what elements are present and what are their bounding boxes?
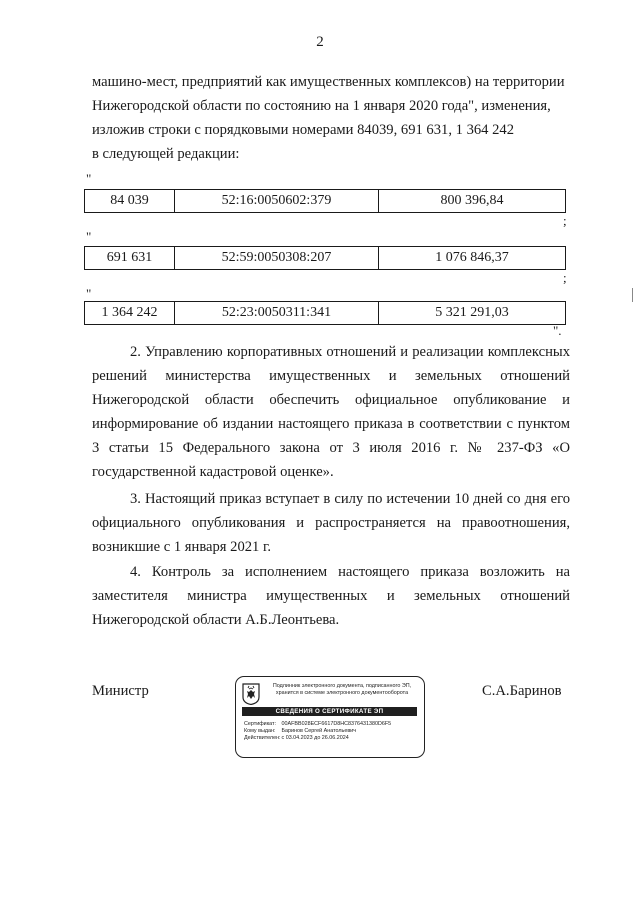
intro-line-2: Нижегородской области по состоянию на 1 января 2020 года", изменения,: [92, 98, 551, 114]
intro-line-3: изложив строки с порядковыми номерами 84039, 691 631, 1 364 242: [92, 122, 514, 138]
row-table-3: [84, 301, 566, 325]
validity-value: с 03.04.2023 до 26.06.2024: [281, 734, 349, 741]
open-quote-2: ": [86, 229, 92, 244]
stamp-note-line-2: хранится в системе электронного документооборота: [275, 689, 409, 696]
intro-line-1: машино-мест, предприятий как имущественных комплексов) на территории: [92, 74, 565, 90]
cadastral-value-cell: 5 321 291,03: [378, 302, 565, 325]
row-separator-1: ;: [563, 213, 567, 228]
signatory-name: С.А.Баринов: [482, 683, 562, 699]
intro-paragraph: [92, 70, 570, 166]
stamp-header: СВЕДЕНИЯ О СЕРТИФИКАТЕ ЭП: [242, 707, 417, 716]
e-signature-stamp: [235, 676, 425, 758]
row-number-cell: 84 039: [85, 190, 175, 213]
row-table-1: [84, 189, 566, 213]
row-number-cell: 691 631: [85, 247, 175, 270]
issued-to-value: Баринов Сергей Анатольевич: [281, 727, 356, 734]
closing-quote: ".: [553, 323, 562, 338]
certificate-label: Сертификат:: [244, 721, 277, 727]
table-row: [85, 302, 566, 325]
signatory-position: Министр: [92, 683, 149, 699]
open-quote-1: ": [86, 171, 92, 186]
issued-to-row: [244, 728, 420, 735]
stamp-note: [264, 683, 420, 696]
intro-line-4: в следующей редакции:: [92, 146, 240, 162]
stamp-note-line-1: Подлинник электронного документа, подписанного ЭП,: [272, 683, 412, 689]
deer-emblem-icon: [242, 683, 260, 705]
row-number-cell: 1 364 242: [85, 302, 175, 325]
row-table-2: [84, 246, 566, 270]
row-separator-2: ;: [563, 270, 567, 285]
issued-to-label: Кому выдан:: [244, 727, 276, 734]
cadastral-number-cell: 52:23:0050311:341: [175, 302, 379, 325]
cadastral-number-cell: 52:59:0050308:207: [175, 247, 379, 270]
cadastral-value-cell: 800 396,84: [378, 190, 565, 213]
scan-edge-mark: [632, 288, 633, 302]
validity-row: [244, 735, 420, 742]
cadastral-number-cell: 52:16:0050602:379: [175, 190, 379, 213]
cadastral-value-cell: 1 076 846,37: [378, 247, 565, 270]
paragraph-2: 2. Управлению корпоративных отношений и реализации комплексных решений министерства имущественных и земельных отношений Нижегородской области обеспечить официальное опубликование и информирование об издании настоящего приказа в соответствии с пунктом 3 статьи 15 Федерального закона от 3 июля 2016 г. № 237-ФЗ «О государственной кадастровой оценке».: [92, 344, 570, 480]
table-row: [85, 190, 566, 213]
stamp-details: [244, 721, 420, 741]
table-row: [85, 247, 566, 270]
page-number: 2: [316, 34, 324, 50]
paragraph-4: 4. Контроль за исполнением настоящего приказа возложить на заместителя министра имущественных и земельных отношений Нижегородской области А.Б.Леонтьева.: [92, 564, 570, 628]
certificate-value: 00AFBB028ECF6617D8HC8376431380D6F5: [281, 721, 392, 727]
open-quote-3: ": [86, 286, 92, 301]
validity-label: Действителен:: [244, 734, 281, 741]
certificate-row: [244, 721, 420, 728]
paragraph-3: 3. Настоящий приказ вступает в силу по истечении 10 дней со дня его официального опубликования и распространяется на правоотношения, возникшие с 1 января 2021 г.: [92, 491, 570, 555]
